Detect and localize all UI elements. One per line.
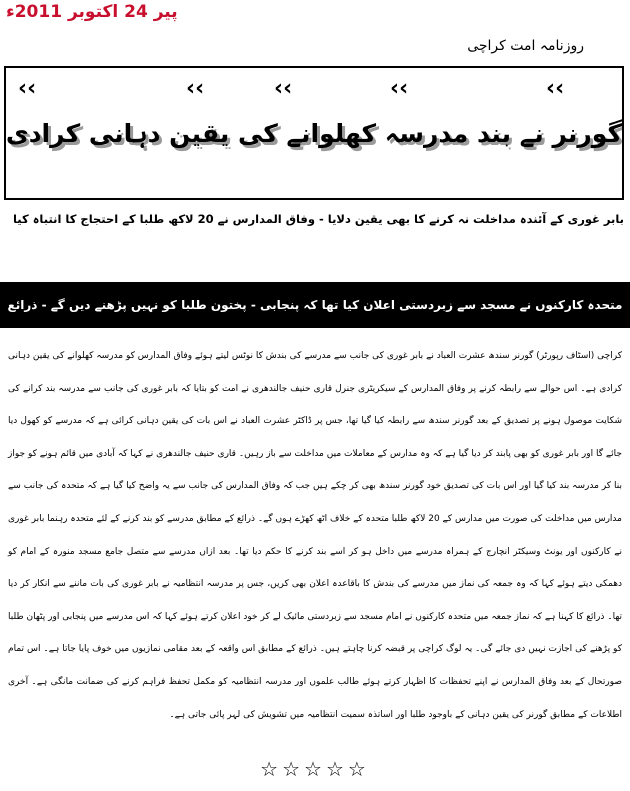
- ornament-icon: ‹‹: [546, 76, 565, 101]
- newspaper-source: روزنامہ امت کراچی: [467, 38, 584, 54]
- ornament-icon: ‹‹: [18, 76, 37, 101]
- strapline-banner: متحدہ کارکنوں نے مسجد سے زبردستی اعلان کیا تھا کہ پنجابی - پختون طلبا کو نہیں پڑھنے دیں گے - ذرائع: [0, 282, 630, 328]
- headline-box: [4, 66, 624, 200]
- end-stars: ☆☆☆☆☆: [260, 757, 370, 781]
- ornament-icon: ‹‹: [186, 76, 205, 101]
- headline: گورنر نے بند مدرسہ کھلوانے کی یقین دہانی کرادی: [5, 119, 622, 148]
- ornament-icon: ‹‹: [390, 76, 409, 101]
- article-body: کراچی (اسٹاف رپورٹر) گورنر سندھ عشرت العباد نے بابر غوری کی جانب سے مدرسے کی بندش کا نوٹس لیتے ہوئے وفاق المدارس کو مدرسہ کھلوانے کی یقین دہانی کرادی ہے۔ اس حوالے سے رابطہ کرنے پر وفاق المدارس کے سیکریٹری جنرل قاری حنیف جالندھری نے امت کو بتایا کہ بابر غوری کی جانب سے مدرسہ بند کرانے کی شکایت موصول ہونے پر تصدیق کے بعد گورنر سندھ سے رابطہ کیا گیا تھا، جس پر ڈاکٹر عشرت العباد نے اس بات کی یقین دہانی کرائی ہے کہ مدرسے کو کھول دیا جائے گا اور بابر غوری کو بھی پابند کر دیا گیا ہے کہ وہ مدارس کے معاملات میں مداخلت سے باز رہیں۔ قاری حنیف جالندھری نے کہا کہ آبادی میں قائم ہونے کو جواز بنا کر مدرسہ بند کیا گیا اور اس بات کی تصدیق خود گورنر سندھ بھی کر چکے ہیں جب کہ وفاق المدارس کی جانب سے یہ واضح کیا گیا ہے کہ متحدہ کی جانب سے مدارس میں مداخلت کی صورت میں مدارس کے 20 لاکھ طلبا متحدہ کے خلاف اٹھ کھڑے ہوں گے۔ ذرائع کے مطابق مدرسے کو بند کرنے کے لئے متحدہ رہنما بابر غوری نے کارکنوں اور یونٹ وسیکٹر انچارج کے ہمراہ مدرسے میں داخل ہو کر اسے بند کرنے کا حکم دیا تھا۔ بعد ازاں مدرسے سے متصل جامع مسجد منورہ کے امام کو دھمکی دیتے ہوئے کہا کہ وہ جمعہ کی نماز میں مدرسے کی بندش کا باقاعدہ اعلان بھی کریں، جس پر مدرسہ انتظامیہ نے بابر غوری کی بات ماننے سے انکار کر دیا تھا۔ ذرائع کا کہنا ہے کہ نماز جمعہ میں متحدہ کارکنوں نے امام مسجد سے زبردستی مائیک لے کر خود اعلان کرتے ہوئے کہا کہ اس مدرسے میں پنجابی اور پٹھان طلبا کو پڑھنے کی اجازت نہیں دی جائے گی۔ یہ لوگ کراچی پر قبضہ کرنا چاہتے ہیں۔ ذرائع کے مطابق اس واقعہ کے بعد مقامی نمازیوں میں خوف پایا جاتا ہے۔ اس تمام صورتحال کے بعد وفاق المدارس نے اپنے تحفظات کا اظہار کرتے ہوئے طالب علموں اور مدرسہ انتظامیہ کو مکمل تحفظ فراہم کرنے کی ضمانت مانگی ہے۔ آخری اطلاعات کے مطابق گورنر کی یقین دہانی کے باوجود طلبا اور اساتذہ سمیت انتظامیہ میں تشویش کی لہر پائی جاتی ہے۔: [8, 351, 622, 720]
- ornament-icon: ‹‹: [274, 76, 293, 101]
- subheadline: بابر غوری کے آئندہ مداخلت نہ کرنے کا بھی یقین دلایا - وفاق المدارس نے 20 لاکھ طلبا کے احتجاج کا انتباہ کیا: [12, 212, 624, 226]
- publication-date: پیر 24 اکتوبر 2011ء: [6, 2, 178, 22]
